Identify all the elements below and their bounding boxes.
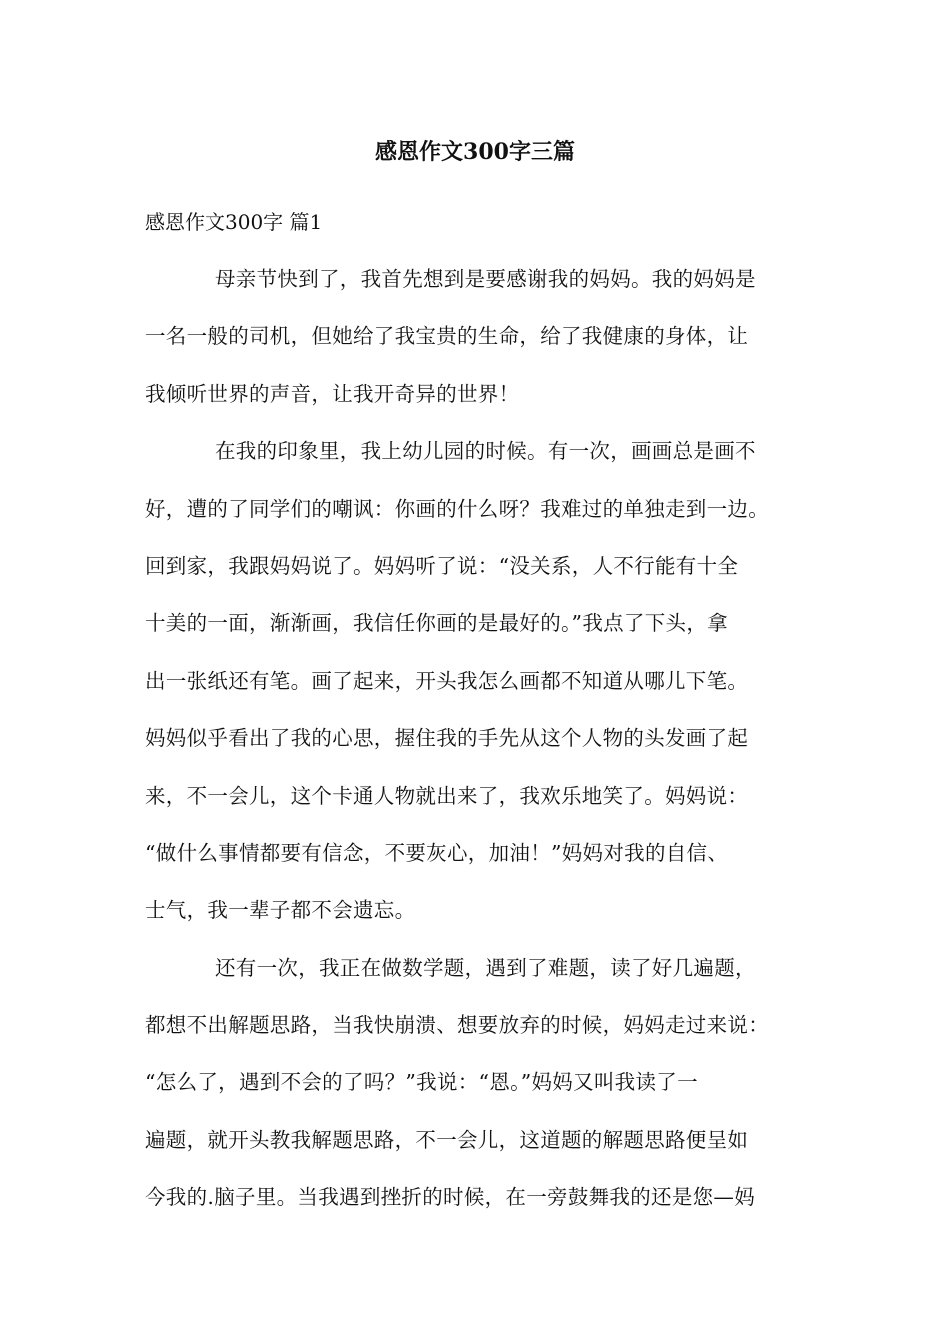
- body-line: 回到家，我跟妈妈说了。妈妈听了说：“没关系，人不行能有十全: [145, 553, 739, 578]
- body-line: “做什么事情都要有信念，不要灰心，加油！”妈妈对我的自信、: [145, 840, 729, 865]
- document-title: 感恩作文300字三篇: [375, 139, 575, 165]
- body-line: “怎么了，遇到不会的了吗？”我说：“恩。”妈妈又叫我读了一: [145, 1070, 698, 1095]
- body-line: 我倾听世界的声音，让我开奇异的世界！: [145, 381, 520, 406]
- body-line: 都想不出解题思路，当我快崩溃、想要放弃的时候，妈妈走过来说：: [145, 1013, 769, 1038]
- body-line: 母亲节快到了，我首先想到是要感谢我的妈妈。我的妈妈是: [215, 267, 756, 291]
- body-line: 今我的.脑子里。当我遇到挫折的时候，在一旁鼓舞我的还是您—妈: [145, 1185, 756, 1210]
- body-line: 出一张纸还有笔。画了起来，开头我怎么画都不知道从哪儿下笔。: [145, 668, 749, 693]
- essay-body: [145, 262, 815, 1238]
- body-line: 好，遭的了同学们的嘲讽：你画的什么呀？我难过的单独走到一边。: [145, 496, 769, 521]
- body-line: 来，不一会儿，这个卡通人物就出来了，我欢乐地笑了。妈妈说：: [145, 783, 749, 808]
- body-line: 在我的印象里，我上幼儿园的时候。有一次，画画总是画不: [215, 439, 756, 464]
- body-line: 一名一般的司机，但她给了我宝贵的生命，给了我健康的身体，让: [145, 324, 749, 349]
- body-line: 十美的一面，渐渐画，我信任你画的是最好的。”我点了下头，拿: [145, 611, 728, 636]
- body-line: 妈妈似乎看出了我的心思，握住我的手先从这个人物的头发画了起: [145, 726, 749, 751]
- body-line: 士气，我一辈子都不会遗忘。: [145, 898, 416, 923]
- body-line: 还有一次，我正在做数学题，遇到了难题，读了好几遍题，: [215, 955, 756, 980]
- body-line: 遍题，就开头教我解题思路，不一会儿，这道题的解题思路便呈如: [145, 1127, 749, 1152]
- section-heading: 感恩作文300字 篇1: [145, 210, 323, 234]
